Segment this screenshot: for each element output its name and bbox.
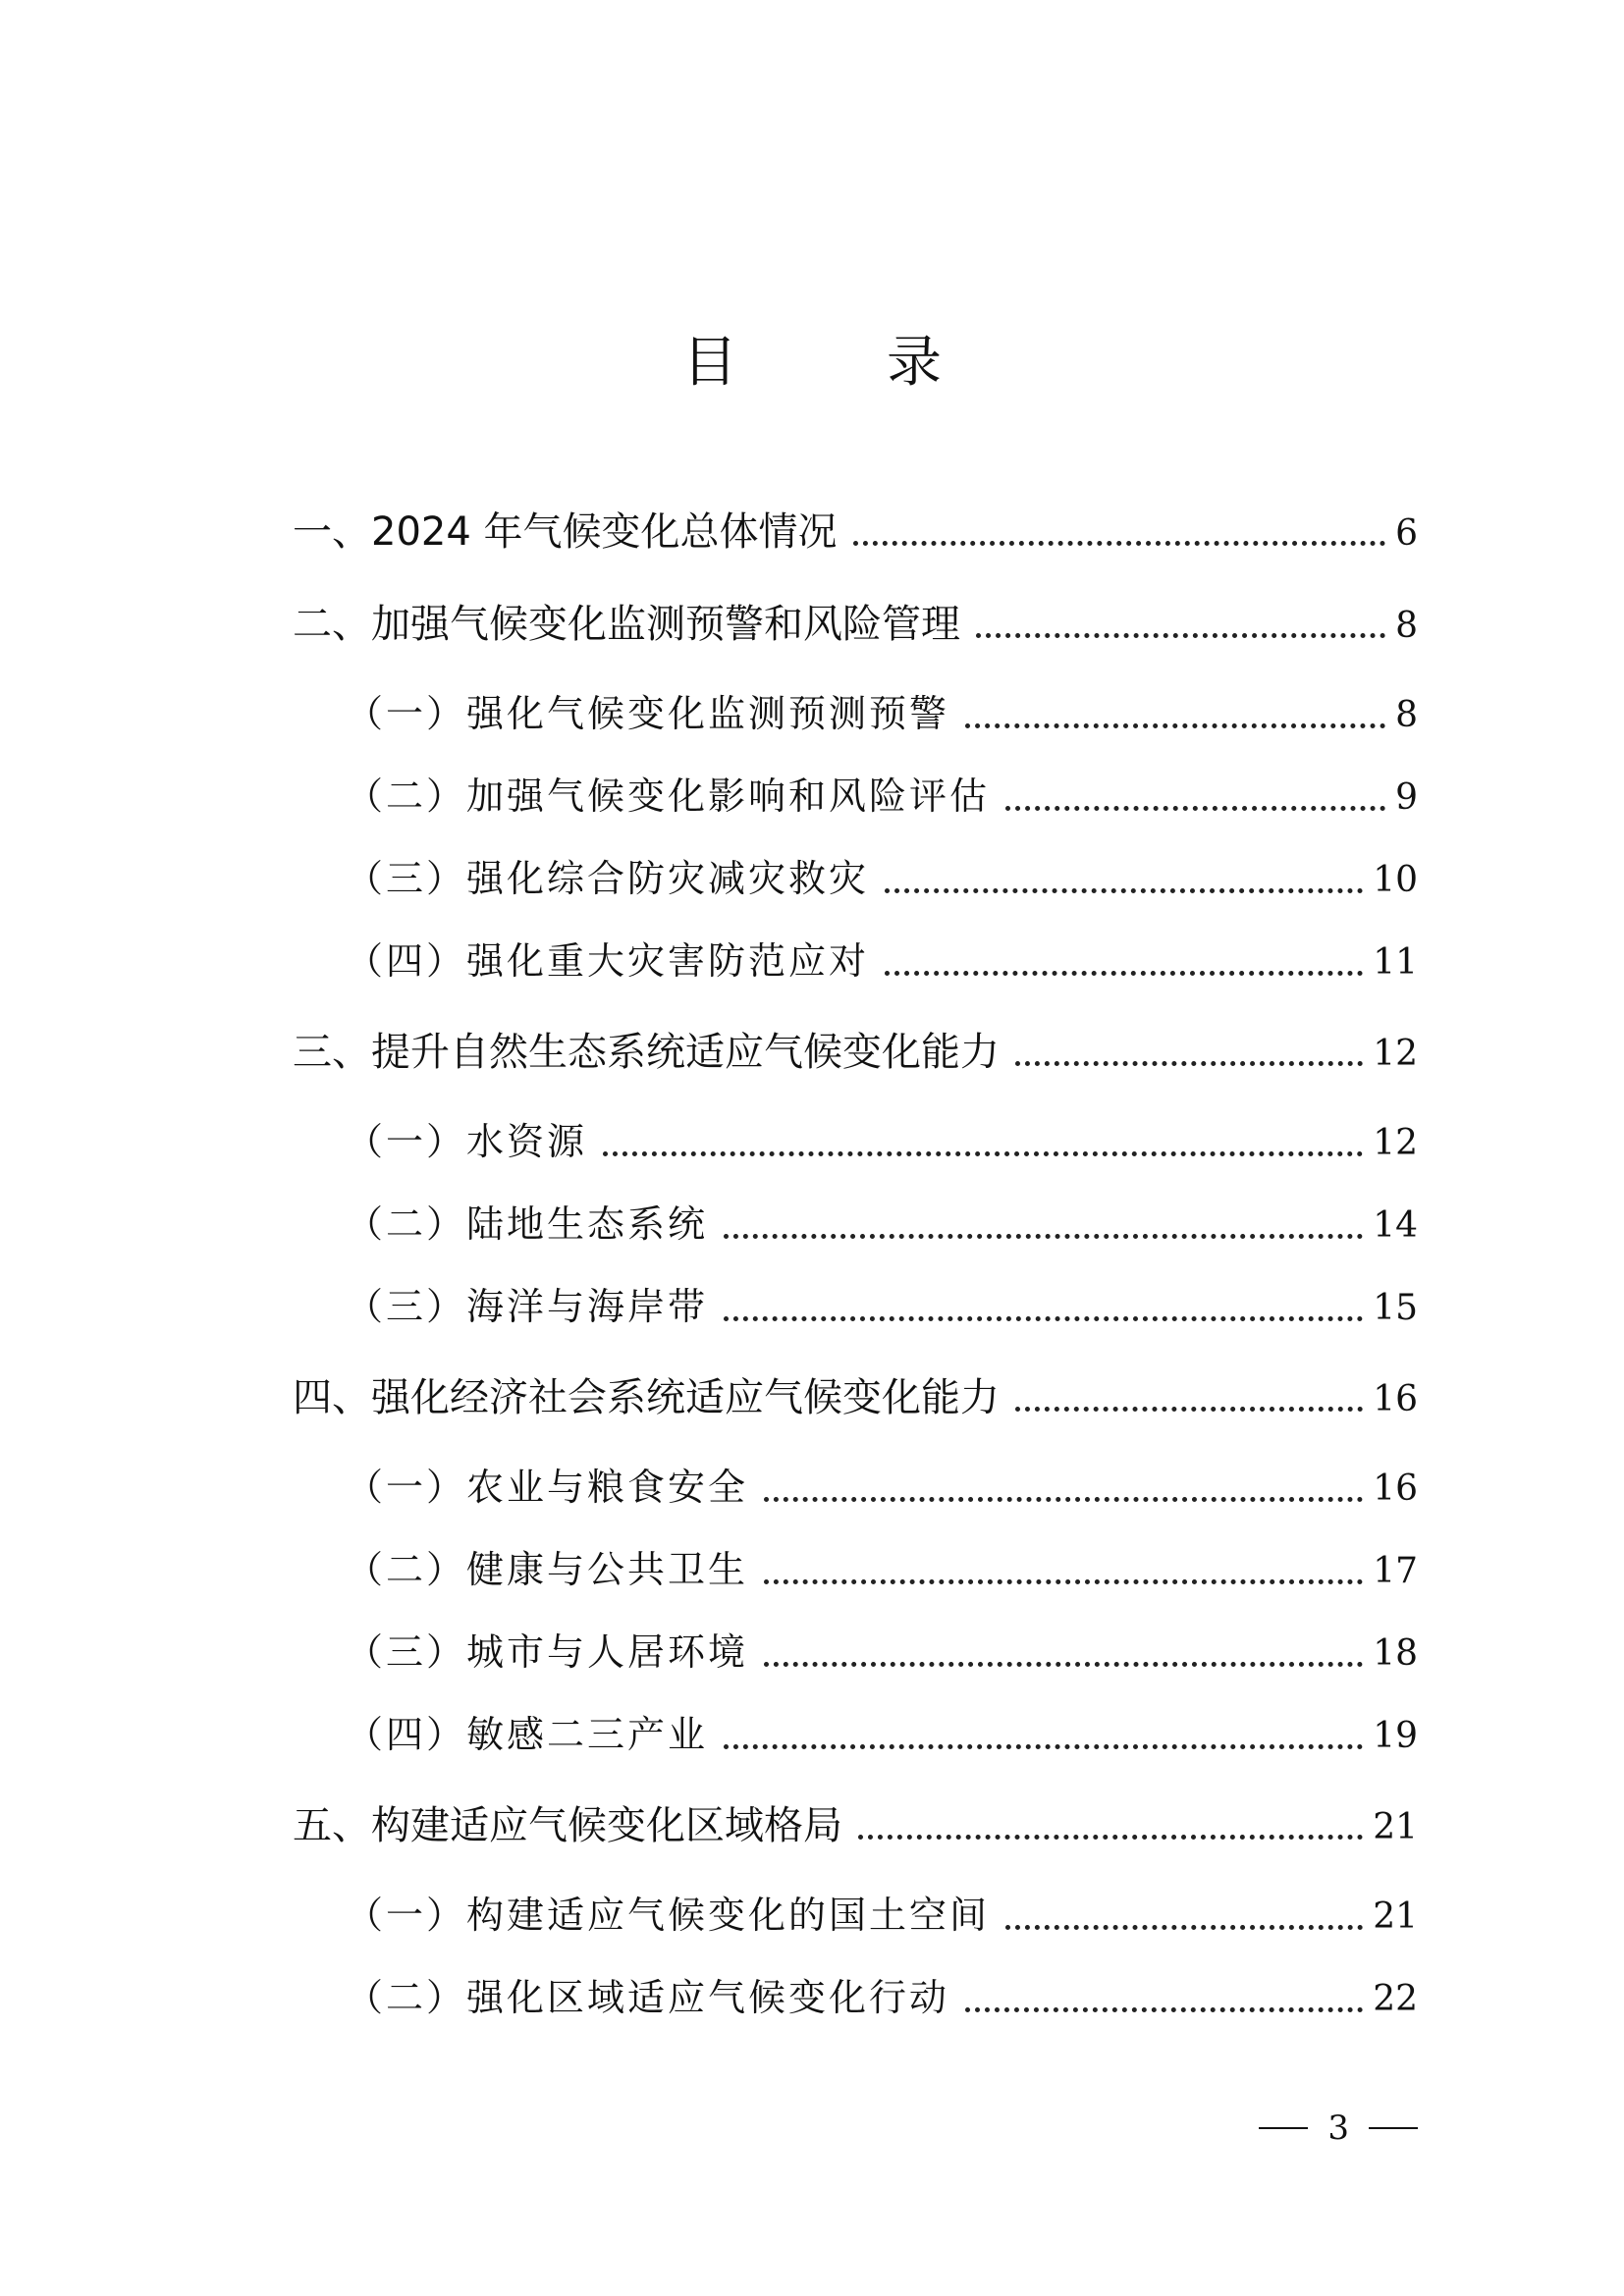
toc-title: 目 录	[682, 331, 989, 395]
toc-entry-page: 21	[1373, 1807, 1418, 1847]
toc-entry-page: 6	[1395, 513, 1418, 554]
toc-entry[interactable]	[346, 1457, 1418, 1516]
toc-entry-label: （一）农业与粮食安全	[346, 1466, 749, 1509]
dot-leader	[1005, 1925, 1363, 1930]
dot-leader	[885, 971, 1363, 976]
toc-entry-label: （四）强化重大灾害防范应对	[346, 939, 870, 983]
dot-leader	[724, 1316, 1363, 1321]
toc-entry[interactable]	[346, 1622, 1418, 1681]
dot-leader	[603, 1151, 1363, 1156]
toc-entry-page: 12	[1373, 1034, 1418, 1074]
dot-leader	[764, 1579, 1363, 1584]
toc-entry-label: 一、2024 年气候变化总体情况	[293, 509, 838, 555]
toc-entry[interactable]	[293, 1021, 1418, 1080]
toc-entry-page: 21	[1373, 1896, 1418, 1937]
toc-entry-page: 8	[1395, 695, 1418, 735]
toc-entry-label: （三）海洋与海岸带	[346, 1285, 709, 1328]
toc-entry[interactable]	[293, 501, 1418, 560]
toc-entry-label: （一）水资源	[346, 1120, 588, 1163]
toc-entry-page: 17	[1373, 1551, 1418, 1591]
footer-dash-right	[1369, 2127, 1418, 2129]
toc-entry-label: （二）健康与公共卫生	[346, 1548, 749, 1591]
dot-leader	[724, 1744, 1363, 1749]
toc-entry-page: 22	[1373, 1979, 1418, 2019]
toc-entry[interactable]	[346, 1967, 1418, 2026]
toc-entry-page: 18	[1373, 1633, 1418, 1674]
dot-leader	[764, 1497, 1363, 1502]
page-number: 3	[1327, 2109, 1349, 2148]
dot-leader	[1005, 806, 1385, 811]
dot-leader	[724, 1234, 1363, 1239]
dot-leader	[965, 2007, 1363, 2012]
toc-entry-page: 11	[1373, 942, 1418, 983]
toc-entry[interactable]	[346, 1194, 1418, 1253]
toc-entry-page: 9	[1395, 777, 1418, 818]
dot-leader	[853, 541, 1386, 546]
toc-entry[interactable]	[346, 1539, 1418, 1598]
toc-entry[interactable]	[346, 1885, 1418, 1944]
toc-entry-page: 15	[1373, 1288, 1418, 1328]
dot-leader	[764, 1662, 1363, 1667]
toc-entry-page: 10	[1373, 860, 1418, 900]
toc-entry[interactable]	[293, 1366, 1418, 1425]
toc-entry[interactable]	[293, 593, 1418, 652]
toc-entry-label: （三）强化综合防灾减灾救灾	[346, 857, 870, 900]
toc-entry-label: （四）敏感二三产业	[346, 1713, 709, 1756]
toc-entry[interactable]	[346, 1111, 1418, 1170]
toc-entry[interactable]	[346, 1276, 1418, 1335]
toc-entry-label: 四、强化经济社会系统适应气候变化能力	[293, 1375, 1000, 1420]
toc-entry-page: 14	[1373, 1205, 1418, 1246]
toc-entry-page: 8	[1395, 606, 1418, 646]
dot-leader	[976, 633, 1385, 638]
toc-entry[interactable]	[346, 683, 1418, 742]
footer-dash-left	[1259, 2127, 1308, 2129]
toc-entry[interactable]	[346, 766, 1418, 825]
dot-leader	[885, 888, 1363, 893]
toc-entry-label: （二）加强气候变化影响和风险评估	[346, 774, 991, 818]
toc-entry-label: （二）强化区域适应气候变化行动	[346, 1976, 950, 2019]
toc-entry-page: 19	[1373, 1716, 1418, 1756]
toc-entry-label: 三、提升自然生态系统适应气候变化能力	[293, 1030, 1000, 1075]
toc-entry-label: （三）城市与人居环境	[346, 1630, 749, 1674]
dot-leader	[858, 1835, 1363, 1840]
page-footer	[1259, 2109, 1418, 2148]
toc-entry-page: 12	[1373, 1123, 1418, 1163]
toc-entry-label: （一）构建适应气候变化的国土空间	[346, 1894, 991, 1937]
toc-entry[interactable]	[346, 931, 1418, 989]
toc-entry[interactable]	[293, 1794, 1418, 1853]
toc-entry-label: （一）强化气候变化监测预测预警	[346, 692, 950, 735]
dot-leader	[1015, 1061, 1363, 1066]
toc-entry-label: 五、构建适应气候变化区域格局	[293, 1803, 842, 1848]
dot-leader	[965, 723, 1385, 728]
toc-entry-label: （二）陆地生态系统	[346, 1202, 709, 1246]
toc-entry[interactable]	[346, 848, 1418, 907]
toc-entry[interactable]	[346, 1704, 1418, 1763]
toc-entry-page: 16	[1373, 1379, 1418, 1419]
toc-entry-label: 二、加强气候变化监测预警和风险管理	[293, 602, 960, 647]
toc-entry-page: 16	[1373, 1468, 1418, 1509]
dot-leader	[1015, 1407, 1363, 1412]
